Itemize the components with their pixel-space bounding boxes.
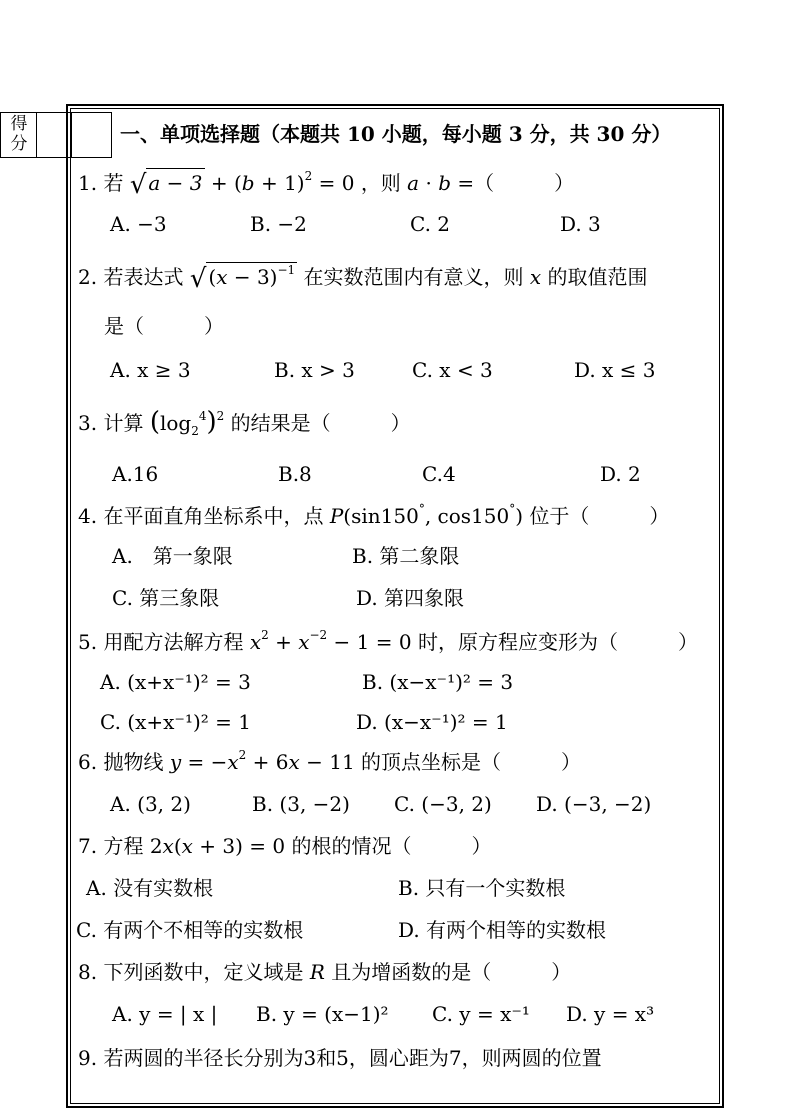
question-stem-suffix: 的结果是（ ） bbox=[230, 411, 411, 435]
option-1c[interactable]: C. 2 bbox=[410, 212, 451, 236]
question-number: 2. bbox=[78, 265, 98, 289]
option-6a[interactable]: A. (3, 2) bbox=[110, 792, 191, 816]
option-7c[interactable]: C. 有两个不相等的实数根 bbox=[76, 918, 304, 942]
question-number: 4. bbox=[78, 504, 98, 528]
question-stem-suffix: 在实数范围内有意义，则 x 的取值范围 bbox=[303, 265, 648, 289]
option-4b[interactable]: B. 第二象限 bbox=[352, 544, 460, 568]
option-5d[interactable]: D. (x−x⁻¹)² = 1 bbox=[356, 710, 508, 734]
question-2 bbox=[78, 262, 648, 294]
question-1 bbox=[78, 168, 575, 200]
question-stem-suffix: 时，原方程应变形为（ ） bbox=[417, 630, 698, 654]
option-7a[interactable]: A. 没有实数根 bbox=[86, 876, 214, 900]
question-number: 5. bbox=[78, 630, 98, 654]
option-7d[interactable]: D. 有两个相等的实数根 bbox=[398, 918, 607, 942]
score-input-cell[interactable] bbox=[71, 113, 111, 158]
math-expression: $(\log_2^4)^2$ bbox=[149, 407, 225, 438]
option-3a[interactable]: A.16 bbox=[112, 462, 159, 486]
math-expression: $y = -x^2 + 6x - 11$ bbox=[169, 748, 355, 774]
question-number: 8. bbox=[78, 960, 98, 984]
math-expression: P(sin150°, cos150°) bbox=[329, 502, 524, 528]
question-number: 1. bbox=[78, 171, 98, 195]
math-expression: √ $a - 3 + (b + 1)^2 = 0$ bbox=[129, 169, 355, 200]
option-4d[interactable]: D. 第四象限 bbox=[356, 586, 465, 610]
option-6b[interactable]: B. (3, −2) bbox=[252, 792, 350, 816]
option-8c[interactable]: C. y = x⁻¹ bbox=[432, 1002, 530, 1026]
question-number: 3. bbox=[78, 411, 98, 435]
math-expression: 2x(x + 3) = 0 bbox=[149, 834, 286, 858]
math-expression: $x^2 + x^{-2} - 1 = 0$ bbox=[249, 628, 412, 654]
section-title: 一、单项选择题（本题共 10 小题，每小题 3 分，共 30 分） bbox=[120, 122, 672, 146]
question-6 bbox=[78, 748, 581, 776]
question-number: 6. bbox=[78, 750, 98, 774]
option-1d[interactable]: D. 3 bbox=[560, 212, 601, 236]
question-9 bbox=[78, 1044, 602, 1072]
question-stem: 方程 bbox=[103, 834, 144, 858]
question-stem-suffix: 的顶点坐标是（ ） bbox=[361, 750, 582, 774]
question-stem: 下列函数中，定义域是 bbox=[103, 960, 304, 984]
math-expression: 3 bbox=[303, 1046, 317, 1070]
question-5 bbox=[78, 628, 698, 656]
option-3d[interactable]: D. 2 bbox=[600, 462, 641, 486]
option-6d[interactable]: D. (−3, −2) bbox=[536, 792, 652, 816]
question-7 bbox=[78, 832, 491, 860]
option-6c[interactable]: C. (−3, 2) bbox=[394, 792, 492, 816]
option-5b[interactable]: B. (x−x⁻¹)² = 3 bbox=[362, 670, 514, 694]
option-2c[interactable]: C. x < 3 bbox=[412, 358, 493, 382]
option-5c[interactable]: C. (x+x⁻¹)² = 1 bbox=[100, 710, 252, 734]
option-5a[interactable]: A. (x+x⁻¹)² = 3 bbox=[100, 670, 251, 694]
question-stem: 在平面直角坐标系中，点 bbox=[103, 504, 324, 528]
score-spacer-cell bbox=[37, 113, 71, 158]
question-stem: 抛物线 bbox=[103, 750, 164, 774]
question-stem-suffix: 且为增函数的是（ ） bbox=[331, 960, 572, 984]
question-2-line2: 是（ ） bbox=[104, 314, 224, 338]
option-4c[interactable]: C. 第三象限 bbox=[112, 586, 220, 610]
question-stem: 计算 bbox=[103, 411, 144, 435]
question-stem-suffix: ，则 a · b =（ ） bbox=[360, 171, 575, 195]
option-1a[interactable]: A. −3 bbox=[110, 212, 167, 236]
option-8a[interactable]: A. y = | x | bbox=[112, 1002, 218, 1026]
score-label: 得 分 bbox=[10, 114, 28, 154]
option-1b[interactable]: B. −2 bbox=[250, 212, 307, 236]
option-4a[interactable]: A. 第一象限 bbox=[112, 544, 233, 568]
question-stem-suffix: 和5，圆心距为7，则两圆的位置 bbox=[316, 1046, 602, 1070]
option-2d[interactable]: D. x ≤ 3 bbox=[574, 358, 656, 382]
math-expression: √ $(x - 3)^{-1}$ bbox=[189, 263, 296, 294]
question-stem-suffix: 的根的情况（ ） bbox=[291, 834, 492, 858]
question-stem: 若表达式 bbox=[103, 265, 184, 289]
question-number: 7. bbox=[78, 834, 98, 858]
question-4 bbox=[78, 502, 669, 530]
math-expression: R bbox=[309, 960, 325, 984]
option-2a[interactable]: A. x ≥ 3 bbox=[110, 358, 191, 382]
question-3 bbox=[78, 408, 411, 437]
question-stem: 若两圆的半径长分别为 bbox=[103, 1046, 304, 1070]
question-number: 9. bbox=[78, 1046, 98, 1070]
question-8 bbox=[78, 958, 571, 986]
question-stem-suffix: 位于（ ） bbox=[529, 504, 670, 528]
option-3b[interactable]: B.8 bbox=[278, 462, 312, 486]
question-stem: 用配方法解方程 bbox=[103, 630, 244, 654]
option-8d[interactable]: D. y = x³ bbox=[566, 1002, 655, 1026]
option-3c[interactable]: C.4 bbox=[422, 462, 456, 486]
option-2b[interactable]: B. x > 3 bbox=[274, 358, 355, 382]
option-7b[interactable]: B. 只有一个实数根 bbox=[398, 876, 566, 900]
option-8b[interactable]: B. y = (x−1)² bbox=[256, 1002, 389, 1026]
question-stem: 若 bbox=[103, 171, 124, 195]
